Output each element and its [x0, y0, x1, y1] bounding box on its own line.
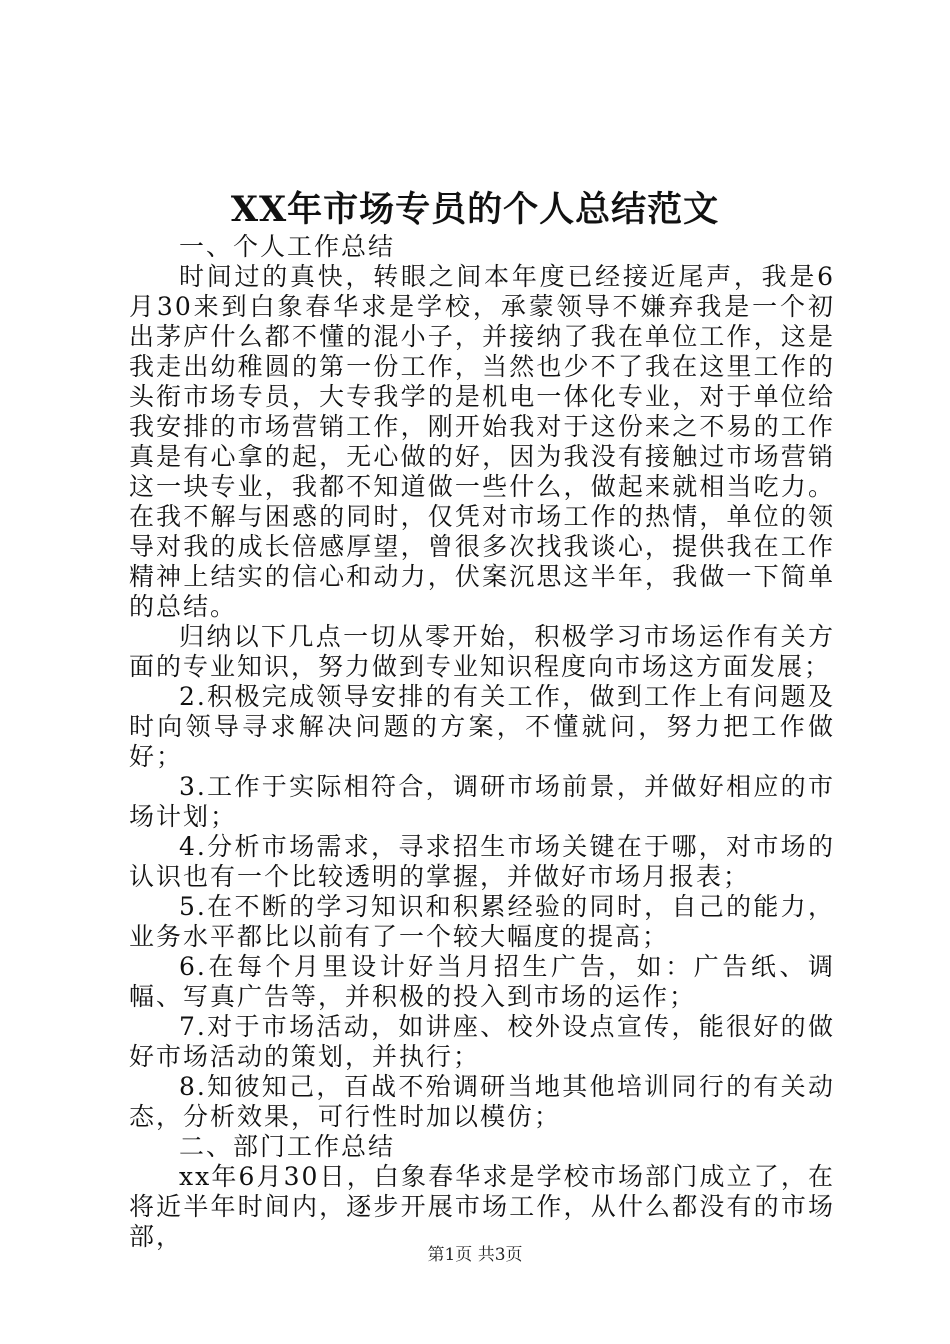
- list-item-1: 归纳以下几点一切从零开始，积极学习市场运作有关方面的专业知识，努力做到专业知识程度向市场这方面发展；: [129, 622, 835, 681]
- list-item-7: 7.对于市场活动，如讲座、校外设点宣传，能很好的做好市场活动的策划，并执行；: [129, 1012, 835, 1071]
- document-body: [129, 232, 835, 1252]
- paragraph-department: xx年6月30日，白象春华求是学校市场部门成立了，在将近半年时间内，逐步开展市场工作，从什么都没有的市场部，: [129, 1162, 835, 1251]
- section-heading-department: 二、部门工作总结: [179, 1132, 396, 1161]
- list-item-3: 3.工作于实际相符合，调研市场前景，并做好相应的市场计划；: [129, 772, 835, 831]
- list-item-8: 8.知彼知己，百战不殆调研当地其他培训同行的有关动态，分析效果，可行性时加以模仿；: [129, 1072, 835, 1131]
- list-item-4: 4.分析市场需求，寻求招生市场关键在于哪，对市场的认识也有一个比较透明的掌握，并做好市场月报表；: [129, 832, 835, 891]
- list-item-6: 6.在每个月里设计好当月招生广告，如：广告纸、调幅、写真广告等，并积极的投入到市场的运作；: [129, 952, 835, 1011]
- list-item-2: 2.积极完成领导安排的有关工作，做到工作上有问题及时向领导寻求解决问题的方案，不懂就问，努力把工作做好；: [129, 682, 835, 771]
- paragraph-intro: 时间过的真快，转眼之间本年度已经接近尾声，我是6月30来到白象春华求是学校，承蒙领导不嫌弃我是一个初出茅庐什么都不懂的混小子，并接纳了我在单位工作，这是我走出幼稚圆的第一份工作，当然也少不了我在这里工作的头衔市场专员，大专我学的是机电一体化专业，对于单位给我安排的市场营销工作，刚开始我对于这份来之不易的工作真是有心拿的起，无心做的好，因为我没有接触过市场营销这一块专业，我都不知道做一些什么，做起来就相当吃力。在我不解与困惑的同时，仅凭对市场工作的热情，单位的领导对我的成长倍感厚望，曾很多次找我谈心，提供我在工作精神上结实的信心和动力，伏案沉思这半年，我做一下简单的总结。: [129, 262, 835, 621]
- section-heading-personal: 一、个人工作总结: [179, 232, 396, 261]
- list-item-5: 5.在不断的学习知识和积累经验的同时，自己的能力，业务水平都比以前有了一个较大幅度的提高；: [129, 892, 835, 951]
- page-number-footer: 第1页 共3页: [427, 1245, 523, 1265]
- document-title: XX年市场专员的个人总结范文: [230, 189, 720, 230]
